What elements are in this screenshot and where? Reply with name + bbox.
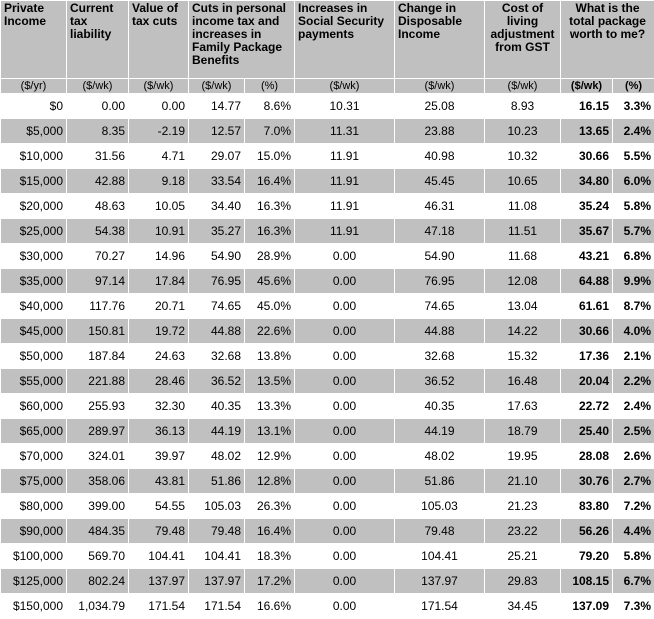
cell-income: $60,000	[1, 394, 67, 419]
cell-current-tax: 54.38	[67, 219, 129, 244]
cell-total-pct: 5.7%	[613, 219, 654, 244]
cell-total-pct: 5.5%	[613, 144, 654, 169]
cell-ss: 0.00	[295, 394, 395, 419]
cell-cuts-pct: 45.0%	[245, 294, 295, 319]
cell-income: $45,000	[1, 319, 67, 344]
cell-cuts-wk: 137.97	[189, 569, 245, 594]
cell-ss: 0.00	[295, 344, 395, 369]
cell-cuts-pct: 13.3%	[245, 394, 295, 419]
cell-income: $0	[1, 94, 67, 119]
unit-ss: ($/wk)	[295, 79, 395, 94]
cell-cuts-wk: 48.02	[189, 444, 245, 469]
cell-value-cuts: 10.91	[129, 219, 189, 244]
cell-ss: 0.00	[295, 594, 395, 619]
table-row	[1, 569, 654, 594]
unit-value-cuts: ($/wk)	[129, 79, 189, 94]
cell-cuts-pct: 17.2%	[245, 569, 295, 594]
cell-cuts-wk: 14.77	[189, 94, 245, 119]
cell-ss: 11.91	[295, 169, 395, 194]
cell-ss: 0.00	[295, 544, 395, 569]
cell-total-wk: 30.66	[561, 144, 613, 169]
cell-cost: 21.23	[485, 494, 561, 519]
cell-current-tax: 255.93	[67, 394, 129, 419]
cell-current-tax: 70.27	[67, 244, 129, 269]
cell-value-cuts: 0.00	[129, 94, 189, 119]
header-cuts-personal-income: Cuts in personal income tax and increases in Family Package Benefits	[189, 1, 295, 79]
cell-total-pct: 6.7%	[613, 569, 654, 594]
cell-cost: 14.22	[485, 319, 561, 344]
cell-income: $150,000	[1, 594, 67, 619]
cell-cost: 34.45	[485, 594, 561, 619]
cell-cost: 21.10	[485, 469, 561, 494]
cell-ss: 0.00	[295, 369, 395, 394]
cell-disposable: 40.35	[395, 394, 485, 419]
table-row	[1, 319, 654, 344]
table-row	[1, 494, 654, 519]
cell-current-tax: 221.88	[67, 369, 129, 394]
cell-income: $50,000	[1, 344, 67, 369]
header-social-security: Increases in Social Security payments	[295, 1, 395, 79]
cell-total-pct: 5.8%	[613, 544, 654, 569]
cell-cuts-pct: 13.1%	[245, 419, 295, 444]
cell-cost: 13.04	[485, 294, 561, 319]
cell-cuts-wk: 171.54	[189, 594, 245, 619]
cell-total-wk: 137.09	[561, 594, 613, 619]
cell-total-wk: 16.15	[561, 94, 613, 119]
cell-cost: 29.83	[485, 569, 561, 594]
cell-cuts-pct: 12.8%	[245, 469, 295, 494]
cell-total-pct: 2.5%	[613, 419, 654, 444]
cell-cuts-wk: 54.90	[189, 244, 245, 269]
cell-disposable: 44.88	[395, 319, 485, 344]
cell-disposable: 51.86	[395, 469, 485, 494]
cell-disposable: 48.02	[395, 444, 485, 469]
cell-total-wk: 13.65	[561, 119, 613, 144]
cell-disposable: 105.03	[395, 494, 485, 519]
unit-total-pct: (%)	[613, 79, 654, 94]
cell-total-wk: 61.61	[561, 294, 613, 319]
cell-cuts-wk: 34.40	[189, 194, 245, 219]
table-row	[1, 219, 654, 244]
cell-disposable: 32.68	[395, 344, 485, 369]
cell-cuts-pct: 13.5%	[245, 369, 295, 394]
cell-total-wk: 22.72	[561, 394, 613, 419]
cell-total-wk: 56.26	[561, 519, 613, 544]
cell-cost: 19.95	[485, 444, 561, 469]
cell-total-pct: 2.4%	[613, 394, 654, 419]
unit-cost: ($/wk)	[485, 79, 561, 94]
cell-total-pct: 2.1%	[613, 344, 654, 369]
cell-current-tax: 1,034.79	[67, 594, 129, 619]
cell-income: $25,000	[1, 219, 67, 244]
cell-disposable: 40.98	[395, 144, 485, 169]
cell-ss: 11.31	[295, 119, 395, 144]
cell-disposable: 171.54	[395, 594, 485, 619]
units-row	[1, 79, 654, 94]
cell-cuts-pct: 45.6%	[245, 269, 295, 294]
cell-total-wk: 30.76	[561, 469, 613, 494]
cell-cuts-pct: 12.9%	[245, 444, 295, 469]
cell-cuts-pct: 8.6%	[245, 94, 295, 119]
cell-disposable: 137.97	[395, 569, 485, 594]
cell-cuts-wk: 32.68	[189, 344, 245, 369]
cell-cost: 10.23	[485, 119, 561, 144]
cell-disposable: 74.65	[395, 294, 485, 319]
cell-income: $55,000	[1, 369, 67, 394]
table-row	[1, 469, 654, 494]
cell-value-cuts: 171.54	[129, 594, 189, 619]
cell-disposable: 45.45	[395, 169, 485, 194]
header-private-income: Private Income	[1, 1, 67, 79]
cell-ss: 0.00	[295, 244, 395, 269]
cell-total-wk: 30.66	[561, 319, 613, 344]
cell-cuts-pct: 22.6%	[245, 319, 295, 344]
cell-total-wk: 35.24	[561, 194, 613, 219]
header-row	[1, 1, 654, 79]
cell-current-tax: 150.81	[67, 319, 129, 344]
cell-ss: 0.00	[295, 319, 395, 344]
header-value-tax-cuts: Value of tax cuts	[129, 1, 189, 79]
cell-current-tax: 289.97	[67, 419, 129, 444]
table-row	[1, 419, 654, 444]
cell-cuts-wk: 76.95	[189, 269, 245, 294]
cell-total-wk: 20.04	[561, 369, 613, 394]
cell-total-pct: 9.9%	[613, 269, 654, 294]
cell-total-wk: 35.67	[561, 219, 613, 244]
cell-income: $35,000	[1, 269, 67, 294]
cell-ss: 0.00	[295, 269, 395, 294]
unit-cuts-pct: (%)	[245, 79, 295, 94]
cell-ss: 10.31	[295, 94, 395, 119]
header-disposable-income: Change in Disposable Income	[395, 1, 485, 79]
table-row	[1, 344, 654, 369]
cell-total-wk: 25.40	[561, 419, 613, 444]
cell-cost: 10.32	[485, 144, 561, 169]
unit-total-wk: ($/wk)	[561, 79, 613, 94]
table-row	[1, 119, 654, 144]
cell-total-wk: 108.15	[561, 569, 613, 594]
cell-ss: 11.91	[295, 219, 395, 244]
cell-income: $30,000	[1, 244, 67, 269]
cell-income: $75,000	[1, 469, 67, 494]
cell-current-tax: 324.01	[67, 444, 129, 469]
cell-value-cuts: 10.05	[129, 194, 189, 219]
cell-ss: 11.91	[295, 144, 395, 169]
cell-income: $40,000	[1, 294, 67, 319]
cell-cost: 16.48	[485, 369, 561, 394]
cell-cost: 23.22	[485, 519, 561, 544]
cell-cost: 11.08	[485, 194, 561, 219]
cell-disposable: 47.18	[395, 219, 485, 244]
cell-cuts-wk: 104.41	[189, 544, 245, 569]
cell-value-cuts: 19.72	[129, 319, 189, 344]
cell-disposable: 54.90	[395, 244, 485, 269]
cell-total-pct: 7.3%	[613, 594, 654, 619]
cell-cost: 12.08	[485, 269, 561, 294]
cell-current-tax: 97.14	[67, 269, 129, 294]
cell-cuts-wk: 40.35	[189, 394, 245, 419]
cell-disposable: 46.31	[395, 194, 485, 219]
cell-cuts-wk: 44.19	[189, 419, 245, 444]
cell-total-pct: 2.2%	[613, 369, 654, 394]
cell-cuts-pct: 13.8%	[245, 344, 295, 369]
cell-ss: 0.00	[295, 569, 395, 594]
cell-cuts-wk: 36.52	[189, 369, 245, 394]
cell-cuts-pct: 16.6%	[245, 594, 295, 619]
cell-total-pct: 8.7%	[613, 294, 654, 319]
cell-current-tax: 484.35	[67, 519, 129, 544]
cell-total-pct: 7.2%	[613, 494, 654, 519]
cell-current-tax: 0.00	[67, 94, 129, 119]
cell-value-cuts: 9.18	[129, 169, 189, 194]
unit-cuts-wk: ($/wk)	[189, 79, 245, 94]
cell-income: $15,000	[1, 169, 67, 194]
cell-total-pct: 6.8%	[613, 244, 654, 269]
cell-cuts-wk: 33.54	[189, 169, 245, 194]
cell-income: $125,000	[1, 569, 67, 594]
cell-ss: 0.00	[295, 494, 395, 519]
cell-current-tax: 117.76	[67, 294, 129, 319]
cell-cuts-pct: 15.0%	[245, 144, 295, 169]
cell-cuts-pct: 16.3%	[245, 194, 295, 219]
table-row	[1, 594, 654, 619]
cell-total-pct: 2.6%	[613, 444, 654, 469]
cell-total-pct: 4.0%	[613, 319, 654, 344]
cell-cuts-wk: 105.03	[189, 494, 245, 519]
cell-total-pct: 2.4%	[613, 119, 654, 144]
unit-current-tax: ($/wk)	[67, 79, 129, 94]
cell-value-cuts: 54.55	[129, 494, 189, 519]
cell-cost: 8.93	[485, 94, 561, 119]
cell-total-wk: 64.88	[561, 269, 613, 294]
cell-income: $20,000	[1, 194, 67, 219]
cell-value-cuts: 36.13	[129, 419, 189, 444]
cell-cuts-pct: 7.0%	[245, 119, 295, 144]
table-row	[1, 544, 654, 569]
cell-cuts-pct: 16.4%	[245, 169, 295, 194]
cell-value-cuts: 32.30	[129, 394, 189, 419]
cell-cuts-pct: 18.3%	[245, 544, 295, 569]
table-row	[1, 169, 654, 194]
cell-current-tax: 8.35	[67, 119, 129, 144]
cell-disposable: 36.52	[395, 369, 485, 394]
cell-value-cuts: -2.19	[129, 119, 189, 144]
cell-cuts-wk: 74.65	[189, 294, 245, 319]
cell-cuts-wk: 79.48	[189, 519, 245, 544]
cell-cost: 15.32	[485, 344, 561, 369]
cell-ss: 0.00	[295, 294, 395, 319]
cell-disposable: 44.19	[395, 419, 485, 444]
cell-cuts-pct: 16.4%	[245, 519, 295, 544]
cell-cost: 10.65	[485, 169, 561, 194]
cell-value-cuts: 17.84	[129, 269, 189, 294]
cell-cuts-wk: 29.07	[189, 144, 245, 169]
cell-value-cuts: 4.71	[129, 144, 189, 169]
cell-total-pct: 3.3%	[613, 94, 654, 119]
table-body	[1, 94, 654, 619]
cell-total-wk: 83.80	[561, 494, 613, 519]
table-row	[1, 94, 654, 119]
cell-ss: 0.00	[295, 469, 395, 494]
cell-income: $90,000	[1, 519, 67, 544]
cell-total-pct: 2.7%	[613, 469, 654, 494]
cell-total-wk: 34.80	[561, 169, 613, 194]
cell-total-wk: 28.08	[561, 444, 613, 469]
cell-cost: 25.21	[485, 544, 561, 569]
cell-current-tax: 48.63	[67, 194, 129, 219]
cell-disposable: 104.41	[395, 544, 485, 569]
cell-total-wk: 79.20	[561, 544, 613, 569]
header-total-package: What is the total package worth to me?	[561, 1, 654, 79]
cell-value-cuts: 24.63	[129, 344, 189, 369]
cell-current-tax: 802.24	[67, 569, 129, 594]
cell-current-tax: 569.70	[67, 544, 129, 569]
cell-total-wk: 17.36	[561, 344, 613, 369]
cell-total-pct: 6.0%	[613, 169, 654, 194]
cell-income: $10,000	[1, 144, 67, 169]
cell-disposable: 23.88	[395, 119, 485, 144]
cell-current-tax: 399.00	[67, 494, 129, 519]
cell-current-tax: 42.88	[67, 169, 129, 194]
header-current-tax: Current tax liability	[67, 1, 129, 79]
cell-ss: 0.00	[295, 419, 395, 444]
header-cost-of-living: Cost of living adjustment from GST	[485, 1, 561, 79]
cell-income: $65,000	[1, 419, 67, 444]
cell-total-pct: 4.4%	[613, 519, 654, 544]
cell-ss: 11.91	[295, 194, 395, 219]
cell-cuts-pct: 16.3%	[245, 219, 295, 244]
cell-cost: 17.63	[485, 394, 561, 419]
cell-income: $80,000	[1, 494, 67, 519]
cell-current-tax: 187.84	[67, 344, 129, 369]
cell-current-tax: 358.06	[67, 469, 129, 494]
cell-value-cuts: 137.97	[129, 569, 189, 594]
cell-current-tax: 31.56	[67, 144, 129, 169]
cell-value-cuts: 14.96	[129, 244, 189, 269]
cell-cost: 18.79	[485, 419, 561, 444]
table-row	[1, 269, 654, 294]
cell-ss: 0.00	[295, 444, 395, 469]
unit-income: ($/yr)	[1, 79, 67, 94]
cell-cuts-pct: 28.9%	[245, 244, 295, 269]
table-row	[1, 194, 654, 219]
cell-cuts-wk: 44.88	[189, 319, 245, 344]
cell-income: $100,000	[1, 544, 67, 569]
cell-cuts-pct: 26.3%	[245, 494, 295, 519]
table-row	[1, 394, 654, 419]
cell-cost: 11.51	[485, 219, 561, 244]
cell-value-cuts: 43.81	[129, 469, 189, 494]
cell-cuts-wk: 51.86	[189, 469, 245, 494]
cell-value-cuts: 20.71	[129, 294, 189, 319]
unit-disposable: ($/wk)	[395, 79, 485, 94]
table-row	[1, 519, 654, 544]
cell-ss: 0.00	[295, 519, 395, 544]
cell-disposable: 79.48	[395, 519, 485, 544]
cell-disposable: 25.08	[395, 94, 485, 119]
cell-cuts-wk: 35.27	[189, 219, 245, 244]
cell-value-cuts: 79.48	[129, 519, 189, 544]
table-row	[1, 244, 654, 269]
table-row	[1, 369, 654, 394]
table-row	[1, 294, 654, 319]
cell-value-cuts: 28.46	[129, 369, 189, 394]
cell-disposable: 76.95	[395, 269, 485, 294]
cell-cost: 11.68	[485, 244, 561, 269]
table-row	[1, 444, 654, 469]
cell-value-cuts: 104.41	[129, 544, 189, 569]
cell-total-pct: 5.8%	[613, 194, 654, 219]
cell-cuts-wk: 12.57	[189, 119, 245, 144]
cell-total-wk: 43.21	[561, 244, 613, 269]
cell-value-cuts: 39.97	[129, 444, 189, 469]
cell-income: $5,000	[1, 119, 67, 144]
table-row	[1, 144, 654, 169]
cell-income: $70,000	[1, 444, 67, 469]
